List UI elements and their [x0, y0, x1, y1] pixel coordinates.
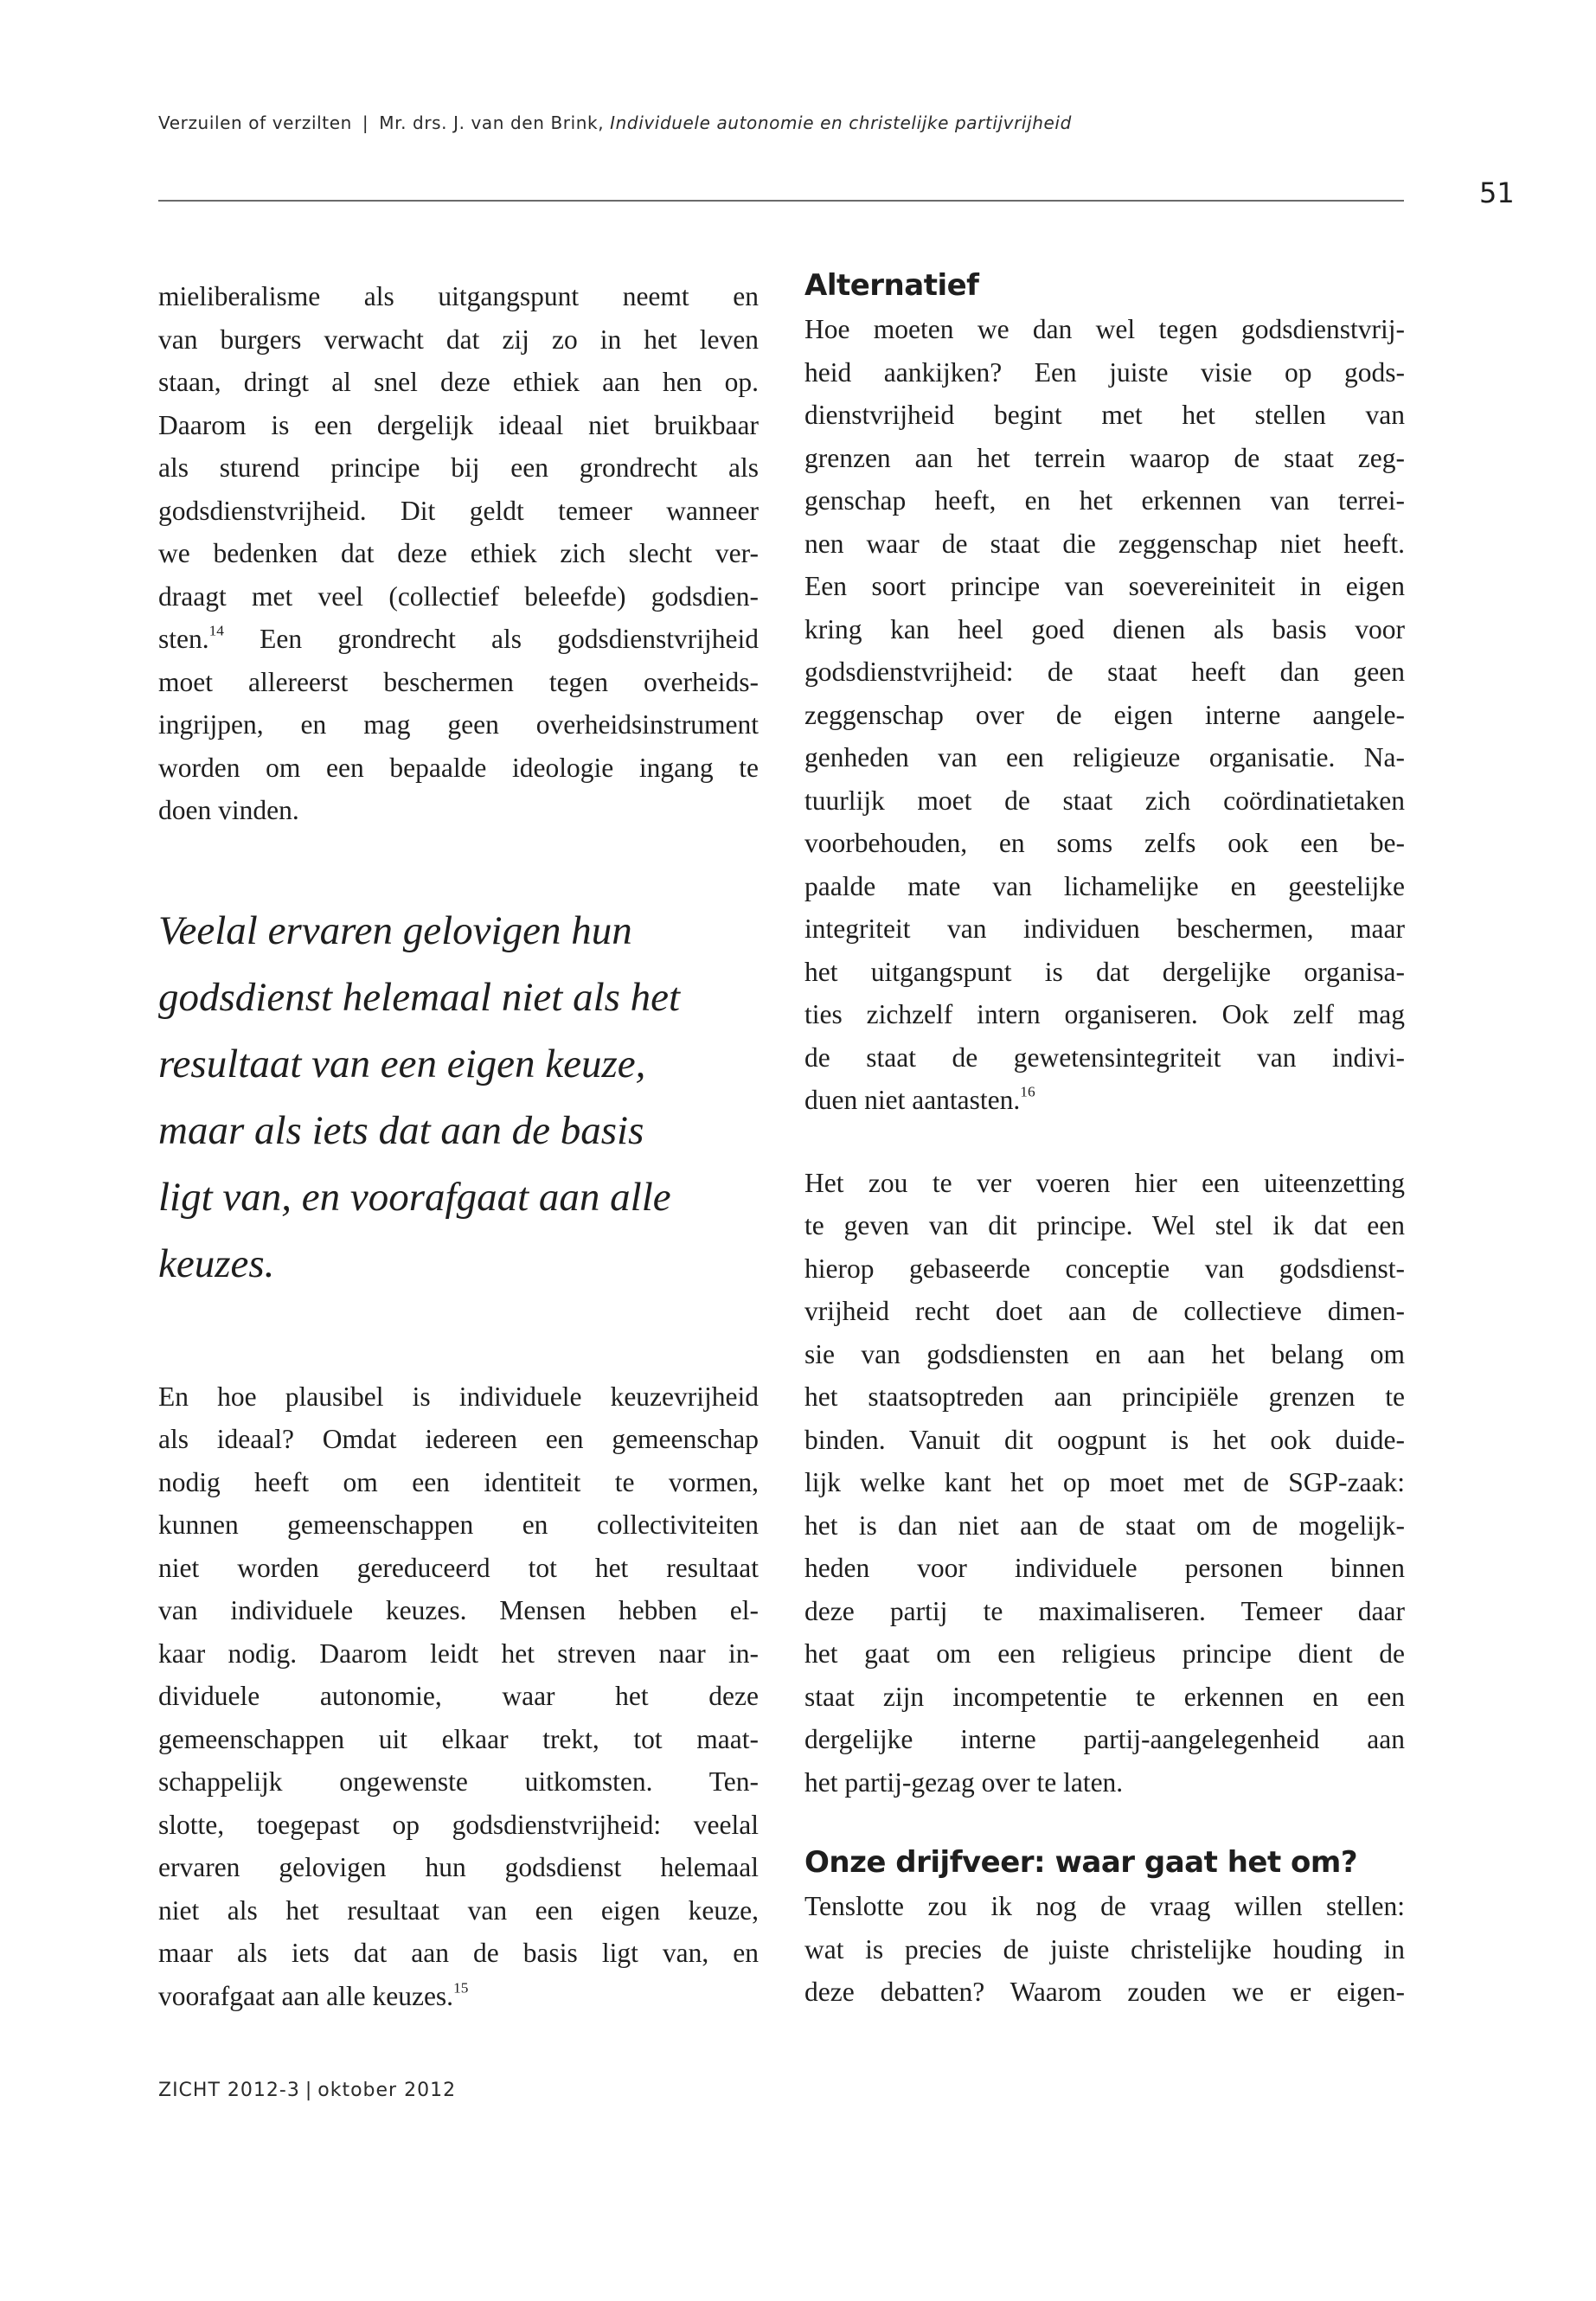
- section-heading-onze-drijfveer: Onze drijfveer: waar gaat het om?: [804, 1845, 1358, 1880]
- text-line: van individuele keuzes. Mensen hebben el-: [158, 1595, 759, 1625]
- pull-quote-line: Veelal ervaren gelovigen hun: [158, 907, 632, 953]
- text-line: te geven van dit principe. Wel stel ik dat een: [804, 1210, 1405, 1240]
- text-line: staan, dringt al snel deze ethiek aan hen op.: [158, 367, 759, 397]
- text-line: lijk welke kant het op moet met de SGP-zaak:: [804, 1467, 1405, 1497]
- text-line: duen niet aantasten.$^{16}$: [804, 1083, 1035, 1115]
- text-line: dividuele autonomie, waar het deze: [158, 1681, 759, 1711]
- text-line: paalde mate van lichamelijke en geestelijke: [804, 870, 1405, 901]
- text-line: binden. Vanuit dit oogpunt is het ook duide-: [804, 1424, 1405, 1455]
- running-head-separator: |: [362, 112, 369, 133]
- text-line: van burgers verwacht dat zij zo in het leven: [158, 324, 759, 355]
- pull-quote-line: godsdienst helemaal niet als het: [158, 974, 681, 1020]
- left-paragraph-2: [158, 1375, 759, 2018]
- text-line: kring kan heel goed dienen als basis voor: [804, 613, 1405, 644]
- text-line: ingrijpen, en mag geen overheidsinstrument: [158, 709, 759, 740]
- text-line: godsdienstvrijheid. Dit geldt temeer wanneer: [158, 495, 759, 526]
- text-line: kunnen gemeenschappen en collectiviteiten: [158, 1509, 759, 1540]
- text-line: grenzen aan het terrein waarop de staat zeg-: [804, 442, 1405, 473]
- text-line: het is dan niet aan de staat om de mogelijk-: [804, 1509, 1405, 1541]
- text-line: het staatsoptreden aan principiële grenzen te: [804, 1381, 1405, 1412]
- pull-quote-line: resultaat van een eigen keuze,: [158, 1041, 646, 1086]
- footer-separator: |: [304, 2080, 313, 2101]
- text-line: Een soort principe van soevereiniteit in eigen: [804, 571, 1405, 601]
- text-line: nodig heeft om een identiteit te vormen,: [158, 1466, 759, 1497]
- spacer: [804, 1122, 1405, 1162]
- right-paragraph-3: [804, 1885, 1405, 2014]
- page-number: 51: [1479, 176, 1515, 209]
- text-line: als sturend principe bij een grondrecht als: [158, 452, 759, 483]
- text-line: Het zou te ver voeren hier een uiteenzetting: [804, 1167, 1405, 1198]
- text-line: het uitgangspunt is dat dergelijke organisa-: [804, 956, 1405, 987]
- text-line: En hoe plausibel is individuele keuzevrijheid: [158, 1381, 759, 1412]
- spacer: [158, 1298, 759, 1375]
- right-column: [804, 268, 1405, 2014]
- running-head-section: Verzuilen of verzilten: [158, 112, 352, 133]
- text-line: voorbehouden, en soms zelfs ook een be-: [804, 828, 1405, 858]
- text-line: Tenslotte zou ik nog de vraag willen stellen:: [804, 1891, 1405, 1921]
- text-line: mieliberalisme als uitgangspunt neemt en: [158, 281, 759, 311]
- text-line: maar als iets dat aan de basis ligt van, en: [158, 1938, 759, 1968]
- left-paragraph-1: [158, 275, 759, 832]
- text-line: godsdienstvrijheid: de staat heeft dan geen: [804, 657, 1405, 687]
- text-line: deze partij te maximaliseren. Temeer daar: [804, 1595, 1405, 1626]
- text-line: deze debatten? Waarom zouden we er eigen-: [804, 1977, 1405, 2007]
- spacer: [804, 1804, 1405, 1843]
- right-paragraph-1: [804, 308, 1405, 1122]
- text-line: het partij-gezag over te laten.: [804, 1766, 1124, 1798]
- left-column: [158, 275, 759, 2017]
- text-line: moet allereerst beschermen tegen overheids-: [158, 666, 759, 697]
- header-rule: [158, 200, 1404, 202]
- text-line: heden voor individuele personen binnen: [804, 1553, 1405, 1583]
- text-line: tuurlijk moet de staat zich coördinatietaken: [804, 785, 1405, 816]
- text-line: wat is precies de juiste christelijke houding in: [804, 1933, 1405, 1965]
- text-line: sten.$^{14}$ Een grondrecht als godsdienstvrijheid: [158, 622, 759, 654]
- text-line: hierop gebaseerde conceptie van godsdienst-: [804, 1253, 1405, 1284]
- text-line: doen vinden.: [158, 795, 299, 825]
- text-line: dienstvrijheid begint met het stellen van: [804, 400, 1405, 430]
- text-line: integriteit van individuen beschermen, maar: [804, 913, 1405, 944]
- text-line: nen waar de staat die zeggenschap niet heeft.: [804, 528, 1405, 559]
- footnote-ref-15[interactable]: 15: [453, 1978, 469, 1996]
- text-line: Hoe moeten we dan wel tegen godsdienstvrij-: [804, 314, 1405, 344]
- text-line: Daarom is een dergelijk ideaal niet bruikbaar: [158, 409, 759, 440]
- pull-quote-line: ligt van, en voorafgaat aan alle: [158, 1174, 671, 1220]
- text-line: we bedenken dat deze ethiek zich slecht ver-: [158, 538, 759, 568]
- text-line: voorafgaat aan alle keuzes.$^{15}$: [158, 1978, 469, 2011]
- text-line: vrijheid recht doet aan de collectieve dimen-: [804, 1296, 1405, 1326]
- footnote-ref-14[interactable]: 14: [208, 622, 224, 639]
- running-head-author: Mr. drs. J. van den Brink,: [379, 112, 605, 133]
- text-line: worden om een bepaalde ideologie ingang te: [158, 752, 759, 783]
- text-line: slotte, toegepast op godsdienstvrijheid: veelal: [158, 1809, 759, 1840]
- text-line: gemeenschappen uit elkaar trekt, tot maat-: [158, 1723, 759, 1754]
- pull-quote: [158, 898, 759, 1298]
- text-line: schappelijk ongewenste uitkomsten. Ten-: [158, 1766, 759, 1797]
- text-line: genheden van een religieuze organisatie. Na-: [804, 742, 1405, 772]
- text-line: genschap heeft, en het erkennen van terrei-: [804, 485, 1405, 516]
- text-line: ervaren gelovigen hun godsdienst helemaal: [158, 1852, 759, 1882]
- text-line: heid aankijken? Een juiste visie op gods-: [804, 356, 1405, 388]
- right-paragraph-2: [804, 1162, 1405, 1804]
- pull-quote-line: keuzes.: [158, 1240, 275, 1286]
- text-line: draagt met veel (collectief beleefde) godsdien-: [158, 580, 759, 612]
- text-line: niet als het resultaat van een eigen keuze,: [158, 1894, 759, 1926]
- footnote-ref-16[interactable]: 16: [1020, 1083, 1035, 1100]
- text-line: kaar nodig. Daarom leidt het streven naar in-: [158, 1638, 759, 1669]
- pull-quote-line: maar als iets dat aan de basis: [158, 1107, 644, 1153]
- text-line: de staat de gewetensintegriteit van indivi-: [804, 1042, 1405, 1073]
- text-line: als ideaal? Omdat iedereen een gemeenschap: [158, 1424, 759, 1454]
- text-line: sie van godsdiensten en aan het belang om: [804, 1338, 1405, 1369]
- section-heading-alternatief: Alternatief: [804, 268, 979, 303]
- running-head: [158, 112, 1072, 133]
- text-line: zeggenschap over de eigen interne aangele-: [804, 699, 1405, 730]
- text-line: staat zijn incompetentie te erkennen en een: [804, 1681, 1405, 1712]
- page-footer: [158, 2080, 456, 2101]
- text-line: dergelijke interne partij-aangelegenheid aan: [804, 1724, 1405, 1754]
- text-line: het gaat om een religieus principe dient de: [804, 1638, 1405, 1669]
- text-line: ties zichzelf intern organiseren. Ook zelf mag: [804, 999, 1405, 1029]
- footer-date: oktober 2012: [317, 2080, 457, 2101]
- running-head-article-title: Individuele autonomie en christelijke partijvrijheid: [610, 112, 1072, 133]
- footer-journal: ZICHT 2012-3: [158, 2080, 300, 2101]
- text-line: niet worden gereduceerd tot het resultaat: [158, 1552, 759, 1583]
